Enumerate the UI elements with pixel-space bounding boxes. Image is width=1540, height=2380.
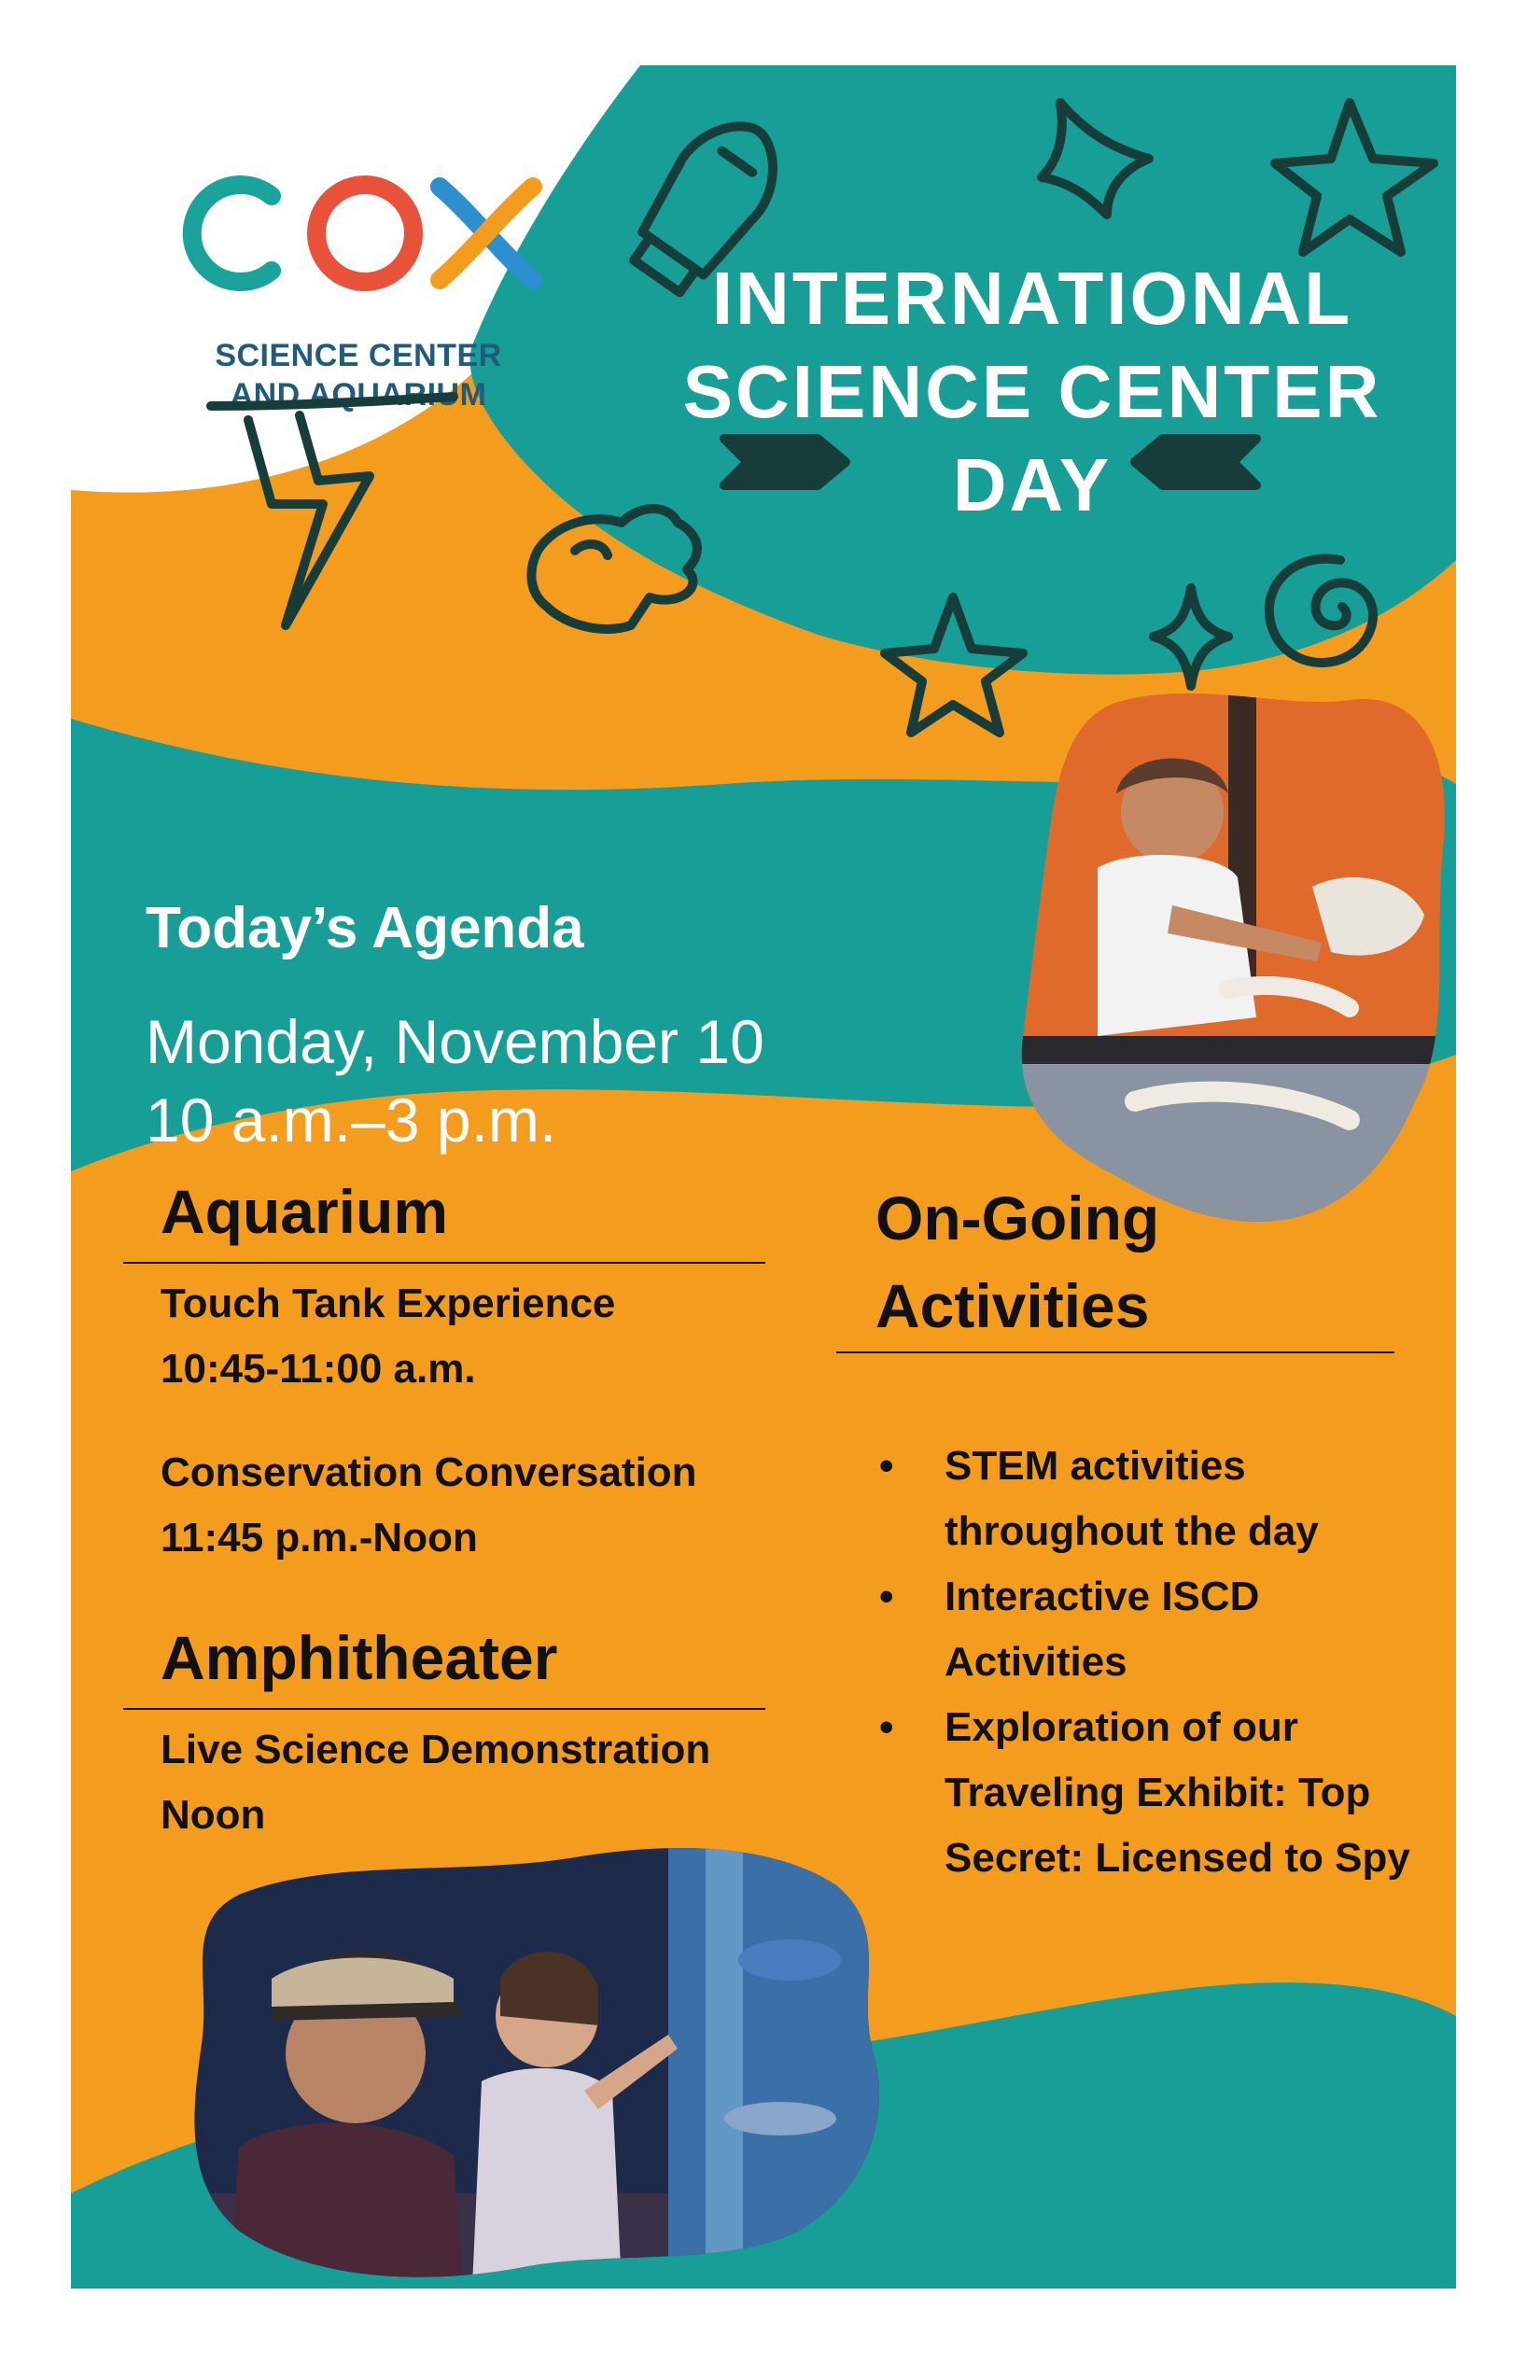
agenda-date-time	[146, 1002, 764, 1159]
cox-wordmark	[164, 140, 556, 327]
bullet-dot: •	[879, 1704, 894, 1750]
aquarium-event2-time: 11:45 p.m.-Noon	[161, 1515, 478, 1561]
amphitheater-heading: Amphitheater	[161, 1623, 558, 1692]
agenda-title: Today’s Agenda	[146, 896, 584, 960]
amphitheater-event1-time: Noon	[161, 1792, 266, 1838]
headline-line3: DAY	[952, 443, 1113, 526]
photo-child-fossil	[1014, 681, 1452, 1241]
list-item-text: STEM activities throughout the day	[945, 1443, 1319, 1554]
list-item	[874, 1434, 1434, 1564]
aquarium-heading: Aquarium	[161, 1177, 449, 1246]
ongoing-heading-line2: Activities	[875, 1271, 1150, 1340]
headline-line1: INTERNATIONAL	[711, 257, 1353, 340]
agenda-hours: 10 a.m.–3 p.m.	[146, 1085, 557, 1155]
photo-family-aquarium	[183, 1839, 892, 2287]
list-item-text: Interactive ISCD Activities	[945, 1574, 1260, 1685]
list-item-text: Exploration of our Traveling Exhibit: Top Secret: Licensed to Spy	[945, 1704, 1410, 1881]
list-item	[874, 1695, 1434, 1891]
event-headline	[594, 252, 1456, 532]
logo-subtitle-line2: AND AQUARIUM	[230, 377, 487, 413]
amphitheater-divider	[123, 1708, 765, 1710]
ongoing-heading-line1: On-Going	[875, 1183, 1160, 1253]
poster	[71, 65, 1456, 2289]
bullet-dot: •	[879, 1443, 894, 1489]
amphitheater-event1-name: Live Science Demonstration	[161, 1727, 711, 1772]
logo-subtitle	[172, 336, 545, 414]
headline-line2: SCIENCE CENTER	[682, 350, 1382, 433]
list-item	[874, 1564, 1434, 1695]
aquarium-event1-name: Touch Tank Experience	[161, 1281, 616, 1326]
agenda-date: Monday, November 10	[146, 1007, 764, 1076]
ongoing-divider	[836, 1351, 1394, 1353]
ongoing-activity-list	[874, 1434, 1434, 1891]
aquarium-event1-time: 10:45-11:00 a.m.	[161, 1346, 476, 1392]
ongoing-heading	[875, 1174, 1159, 1350]
logo-subtitle-line1: SCIENCE CENTER	[215, 338, 502, 373]
bullet-dot: •	[879, 1574, 894, 1619]
aquarium-event2-name: Conservation Conversation	[161, 1449, 697, 1495]
aquarium-divider	[123, 1262, 765, 1264]
